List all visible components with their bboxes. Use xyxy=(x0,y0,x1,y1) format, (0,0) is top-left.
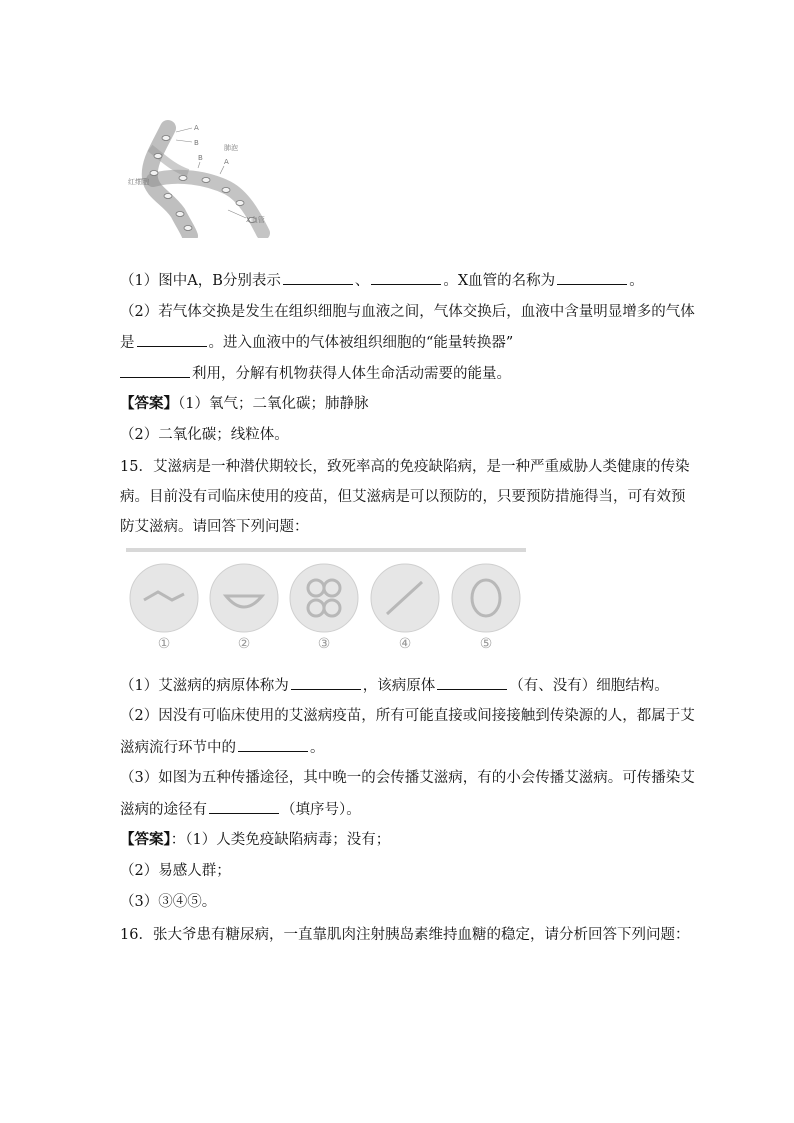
route-label-5: ⑤ xyxy=(479,636,493,652)
q14-answer-line2: （2）二氧化碳；线粒体。 xyxy=(120,427,289,443)
q14-answer-line1 xyxy=(120,394,368,414)
q14-part1-text-a: （1）图中A，B分别表示 xyxy=(120,273,281,289)
figure1-label-alveolus: 肺泡 xyxy=(224,144,238,152)
q15-intro-line1: 15．艾滋病是一种潜伏期较长，致死率高的免疫缺陷病，是一种严重威胁人类健康的传染 xyxy=(120,459,690,475)
q14-part2-text-b: 。进入血液中的气体被组织细胞的“能量转换器” xyxy=(208,335,514,351)
alveolus-capillary-figure xyxy=(128,118,276,238)
answer-blank xyxy=(209,799,279,814)
route-label-1: ① xyxy=(157,636,171,652)
q14-part2-text-c: 利用，分解有机物获得人体生命活动需要的能量。 xyxy=(192,366,511,382)
answer-blank xyxy=(238,737,308,752)
answer-label: 【答案】 xyxy=(120,395,178,412)
q15-part3-text-a: 滋病的途径有 xyxy=(120,802,207,818)
transmission-routes-figure xyxy=(122,548,532,656)
route-label-2: ② xyxy=(237,636,251,652)
q14-part1 xyxy=(120,270,644,291)
q15-part2-line2 xyxy=(120,737,325,758)
answer-label: 【答案】 xyxy=(120,831,171,848)
q15-intro-line3: 防艾滋病。请回答下列问题： xyxy=(120,519,309,535)
q15-part1-text-a: （1）艾滋病的病原体称为 xyxy=(120,678,289,694)
q15-part1-text-b: ，该病原体 xyxy=(362,678,436,694)
answer-blank xyxy=(137,332,207,347)
couple-icon xyxy=(290,564,358,632)
q15-part2-line1: （2）因没有可临床使用的艾滋病疫苗，所有可能直接或间接接触到传染源的人，都属于艾 xyxy=(120,708,695,724)
q16-intro: 16．张大爷患有糖尿病，一直靠肌肉注射胰岛素维持血糖的稳定，请分析回答下列问题： xyxy=(120,927,690,943)
figure1-label-a-mid: A xyxy=(224,158,229,166)
mother-baby-icon xyxy=(452,564,520,632)
figure1-label-x-vessel: X血管 xyxy=(246,216,265,224)
answer-blank xyxy=(371,270,441,285)
q15-part3-line1: （3）如图为五种传播途径，其中晚一的会传播艾滋病，有的小会传播艾滋病。可传播染艾 xyxy=(120,770,695,786)
figure1-label-red-cell: 红细胞 xyxy=(128,178,149,186)
q15-answer-line3: （3）③④⑤。 xyxy=(120,894,217,910)
route-label-4: ④ xyxy=(398,636,412,652)
q14-part2-line3 xyxy=(120,363,511,384)
answer-blank xyxy=(437,675,507,690)
q14-part1-end: 。 xyxy=(629,273,644,289)
q14-part2-line2 xyxy=(120,332,513,353)
q15-part1 xyxy=(120,675,669,696)
answer-blank xyxy=(557,270,627,285)
q15-part3-line2 xyxy=(120,799,361,820)
q15-part1-text-c: （有、没有）细胞结构。 xyxy=(509,678,669,694)
q14-part1-sep: 、 xyxy=(354,273,370,289)
answer-blank xyxy=(283,270,353,285)
q14-answer-1: （1）氧气；二氧化碳；肺静脉 xyxy=(178,396,369,412)
q15-part3-text-b: （填序号）。 xyxy=(281,802,361,818)
food-bowl-icon xyxy=(210,564,278,632)
q14-part2-text-a: 是 xyxy=(120,335,135,351)
q14-part2-line1: （2）若气体交换是发生在组织细胞与血液之间，气体交换后，血液中含量明显增多的气体 xyxy=(120,304,695,320)
route-label-3: ③ xyxy=(317,636,331,652)
q14-part1-text-b: 。X血管的名称为 xyxy=(443,273,556,289)
q15-part2-text-a: 滋病流行环节中的 xyxy=(120,740,236,756)
figure1-label-a-top: A xyxy=(194,124,199,132)
q15-part2-text-b: 。 xyxy=(310,740,325,756)
q15-answer-line1 xyxy=(120,830,390,850)
handshake-icon xyxy=(130,564,198,632)
figure1-label-b-mid: B xyxy=(198,154,203,162)
q15-answer-1: ：（1）人类免疫缺陷病毒；没有； xyxy=(170,832,391,848)
answer-blank xyxy=(291,675,361,690)
answer-blank xyxy=(120,363,190,378)
figure1-label-b-top: B xyxy=(194,139,199,147)
q15-intro-line2: 病。目前没有司临床使用的疫苗，但艾滋病是可以预防的，只要预防措施得当，可有效预 xyxy=(120,489,686,505)
q15-answer-line2: （2）易感人群； xyxy=(120,863,231,879)
